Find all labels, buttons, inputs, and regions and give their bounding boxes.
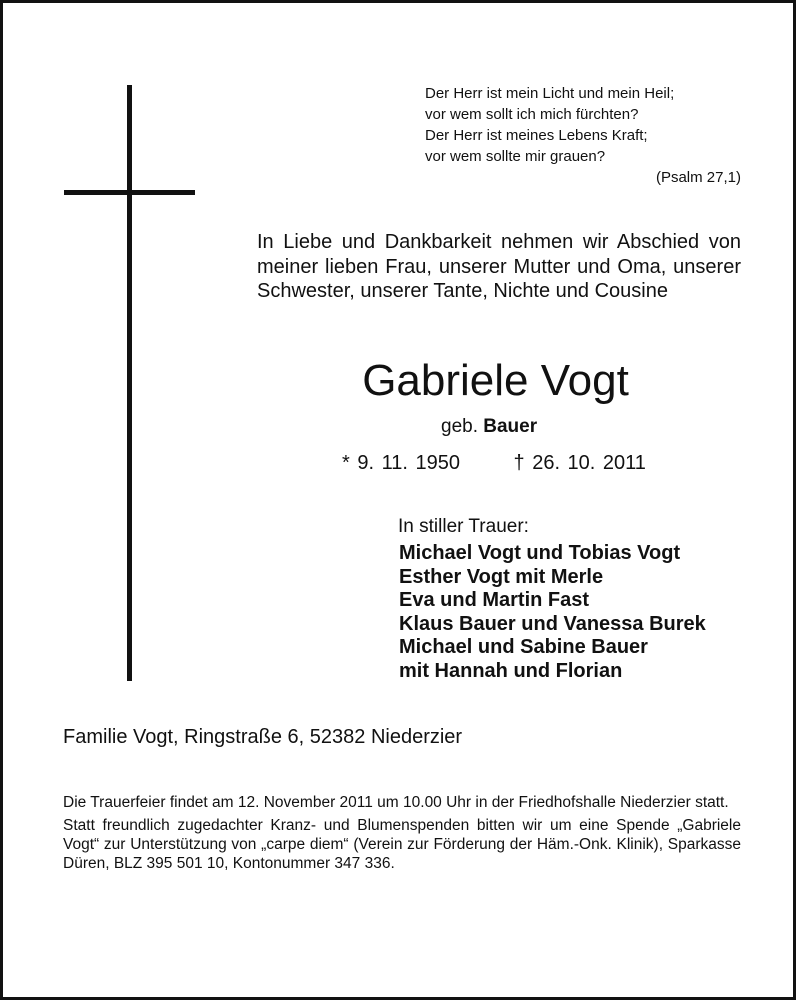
maiden-name: Bauer <box>483 416 538 437</box>
maiden-name-line <box>441 415 537 439</box>
psalm-quote <box>425 83 741 188</box>
funeral-notice <box>63 793 741 877</box>
psalm-line: vor wem sollte mir grauen? <box>425 148 606 165</box>
mourner-entry: Esther Vogt mit Merle <box>399 565 604 588</box>
deceased-name: Gabriele Vogt <box>362 356 629 405</box>
birth-date: * 9. 11. 1950 <box>342 452 460 474</box>
psalm-line: Der Herr ist meines Lebens Kraft; <box>425 127 648 144</box>
family-address: Familie Vogt, Ringstraße 6, 52382 Niederzier <box>63 726 463 748</box>
life-dates <box>342 450 646 476</box>
psalm-line: Der Herr ist mein Licht und mein Heil; <box>425 85 675 102</box>
psalm-reference: (Psalm 27,1) <box>655 169 741 186</box>
death-date: † 26. 10. 2011 <box>513 452 646 474</box>
mourner-entry: Klaus Bauer und Vanessa Burek <box>399 612 706 635</box>
mourner-entry: mit Hannah und Florian <box>399 659 623 682</box>
mourner-entry: Michael und Sabine Bauer <box>399 636 648 658</box>
psalm-line: vor wem sollt ich mich fürchten? <box>425 106 639 123</box>
maiden-prefix: geb. <box>441 416 478 437</box>
mourner-entry: Eva und Martin Fast <box>399 589 590 611</box>
mourners-list <box>399 542 706 683</box>
cross-horizontal-bar <box>64 190 195 195</box>
mourning-label: In stiller Trauer: <box>398 516 529 537</box>
farewell-text: In Liebe und Dankbarkeit nehmen wir Abschied von meiner lieben Frau, unserer Mutter und Oma, unserer Schwester, unserer Tante, Nichte und Cousine <box>257 231 741 302</box>
ceremony-info: Die Trauerfeier findet am 12. November 2011 um 10.00 Uhr in der Friedhofshalle Niederzier statt. <box>63 794 729 811</box>
mourner-entry: Michael Vogt und Tobias Vogt <box>399 542 681 564</box>
donation-info: Statt freundlich zugedachter Kranz- und Blumenspenden bitten wir um eine Spende „Gabriele Vogt“ zur Unterstützung von „carpe diem“ (Verein zur Förderung der Häm.-Onk. Klinik), Sparkasse Düren, BLZ 395 501 10, Kontonummer 347 336. <box>63 817 741 872</box>
